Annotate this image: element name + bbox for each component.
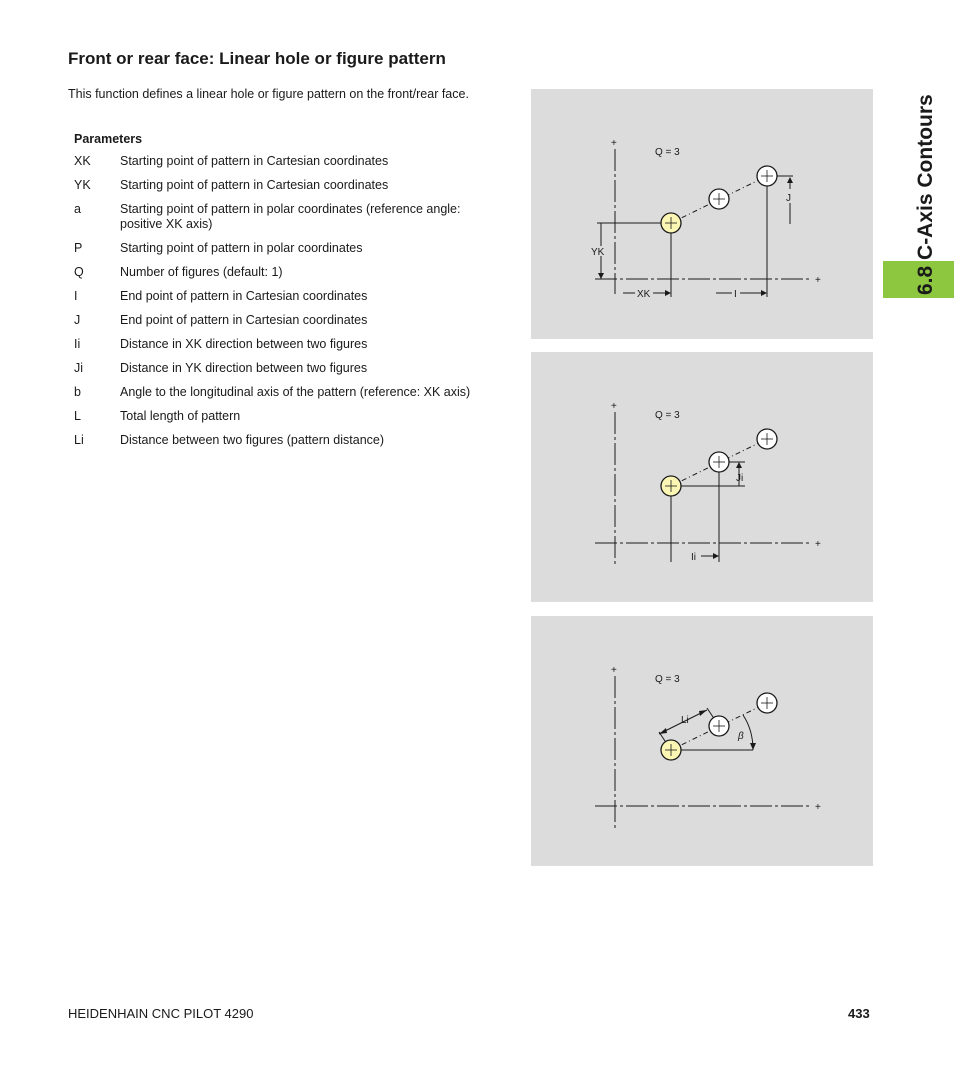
q-label: Q = 3 [655, 147, 680, 158]
xk-label: XK [637, 289, 651, 300]
param-description: Starting point of pattern in polar coordinates [120, 241, 363, 255]
yk-label: YK [591, 247, 605, 258]
param-description: Distance between two figures (pattern distance) [120, 433, 385, 447]
plus-x-label: + [815, 802, 821, 813]
li-label: Li [681, 715, 689, 726]
param-description: Number of figures (default: 1) [120, 265, 283, 279]
chapter-tab-label: 6.8 C-Axis Contours [914, 94, 937, 295]
param-symbol: L [74, 409, 81, 423]
param-symbol: J [74, 313, 81, 327]
j-label: J [786, 193, 791, 204]
parameter-row [74, 241, 504, 256]
figure-xk-yk-i-j [531, 89, 873, 339]
plus-x-label: + [815, 275, 821, 286]
plus-y-label: + [611, 138, 617, 149]
arrowheads [598, 177, 793, 296]
figure-ii-ji [531, 352, 873, 602]
parameter-row [74, 433, 504, 448]
pattern-diagram [531, 616, 873, 866]
param-symbol: Ji [74, 361, 84, 375]
parameter-row [74, 289, 504, 304]
param-description: Starting point of pattern in Cartesian coordinates [120, 154, 389, 168]
footer-product-name: HEIDENHAIN CNC PILOT 4290 [68, 1006, 254, 1021]
param-description: Total length of pattern [120, 409, 241, 423]
parameter-row [74, 154, 504, 169]
parameter-row [74, 313, 504, 328]
section-heading: Front or rear face: Linear hole or figure pattern [68, 49, 446, 68]
ii-label: Ii [691, 552, 696, 563]
parameters-heading: Parameters [74, 132, 143, 146]
param-symbol: I [74, 289, 78, 303]
param-symbol: a [74, 202, 81, 216]
parameter-row [74, 337, 504, 352]
parameter-row [74, 361, 504, 376]
param-description: End point of pattern in Cartesian coordinates [120, 313, 368, 327]
q-label: Q = 3 [655, 674, 680, 685]
param-symbol: Li [74, 433, 84, 447]
page-number: 433 [848, 1006, 870, 1021]
plus-y-label: + [611, 665, 617, 676]
param-symbol: YK [74, 178, 91, 192]
plus-y-label: + [611, 401, 617, 412]
param-symbol: Ii [74, 337, 81, 351]
param-description: Starting point of pattern in polar coordinates (reference angle: positive XK axis) [120, 202, 461, 231]
parameter-row [74, 265, 504, 280]
pattern-diagram [531, 352, 873, 602]
beta-label: β [738, 731, 744, 742]
plus-x-label: + [815, 539, 821, 550]
ji-label: Ji [736, 473, 744, 484]
param-description: Angle to the longitudinal axis of the pattern (reference: XK axis) [120, 385, 471, 399]
param-description: Distance in YK direction between two figures [120, 361, 368, 375]
param-symbol: Q [74, 265, 84, 279]
param-symbol: P [74, 241, 83, 255]
figure-li-beta [531, 616, 873, 866]
parameter-row [74, 409, 504, 424]
parameter-row [74, 178, 504, 193]
param-description: Starting point of pattern in Cartesian coordinates [120, 178, 389, 192]
pattern-diagram [531, 89, 873, 339]
param-description: Distance in XK direction between two figures [120, 337, 368, 351]
param-description: End point of pattern in Cartesian coordinates [120, 289, 368, 303]
parameter-list [74, 154, 504, 457]
intro-text: This function defines a linear hole or figure pattern on the front/rear face. [68, 87, 469, 101]
parameter-row [74, 385, 504, 400]
param-symbol: b [74, 385, 81, 399]
param-symbol: XK [74, 154, 91, 168]
q-label: Q = 3 [655, 410, 680, 421]
parameter-row [74, 202, 504, 232]
i-label: I [734, 289, 737, 300]
